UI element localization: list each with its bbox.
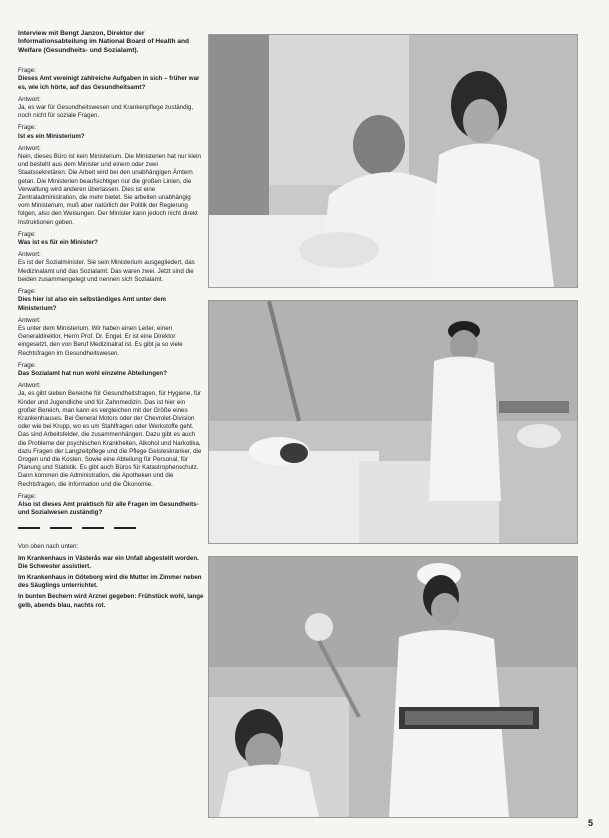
- qa-block-1: [18, 67, 204, 120]
- photo-nurse-medication-tray: [208, 556, 578, 818]
- answer-text: Es unter dem Ministerium. Wir haben einen Leiter, einen Generaldirektor, Herrn Prof. Dr. Engel. Er ist eine Direktor eingesetzt, den von Beruf Medizinalrat ist. Es gibt ja so viele Rechtsfragen im Gesundheitswesen.: [18, 324, 183, 357]
- photo-doctor-nurse-infant: [208, 34, 578, 288]
- answer-text: Ja, es gibt sieben Bereiche für Gesundheitsfragen, für Hygiene, für Kinder und Jugendliche und für Zahnmedizin. Das ist hier ein großer Bereich, man kann es vergleichen mit der Größe eines Krankenhauses. Bei General Motors oder der Chevrolet-Division oder wie bei Krupp, wo es um Stahlfragen oder Werkstoffe geht. Das sind Arbeitsfelder, die zusammenhängen. Dazu gibt es auch die Probleme der psychischen Krankheiten, Alkohol und Narkotika, dazu Fragen der Langzeitpflege und die Pflege Geisteskranker, die Drogen und die Kosten. Sowie eine Abteilung für Personal, für Planung und Statistik. Es gibt auch Büros für Katastrophenschutz. Dann kommen die Administration, die Apotheken und die Rechtsfragen, die Information und die Ökonomie.: [18, 390, 202, 488]
- question-label: Frage:: [18, 492, 36, 500]
- question-label: Frage:: [18, 230, 36, 238]
- interview-intro: Interview mit Bengt Janzon, Direktor der Informationsabteilung im National Board of Health and Welfare (Gesundheits- und Sozialamt).: [18, 30, 190, 54]
- answer-label: Antwort:: [18, 316, 41, 324]
- qa-block-3: [18, 231, 204, 284]
- question-label: Frage:: [18, 288, 36, 296]
- question-text: Was ist es für ein Minister?: [18, 239, 98, 247]
- question-label: Frage:: [18, 67, 36, 75]
- caption-photo-2: Im Krankenhaus in Göteborg wird die Mutter im Zimmer neben des Säuglings unterrichtet.: [18, 573, 202, 590]
- qa-block-6: [18, 493, 204, 518]
- photo-ward-mother-baby: [208, 300, 578, 544]
- text-column: [18, 30, 204, 613]
- caption-heading: Von oben nach unten:: [18, 543, 79, 551]
- question-text: Dieses Amt vereinigt zahlreiche Aufgaben in sich – früher war es, wie ich hörte, auf das Gesundheitsamt?: [18, 75, 200, 91]
- qa-block-5: [18, 362, 204, 489]
- answer-label: Antwort:: [18, 382, 41, 390]
- qa-block-2: [18, 124, 204, 226]
- answer-label: Antwort:: [18, 95, 41, 103]
- page-number: 5: [587, 818, 593, 828]
- qa-block-4: [18, 288, 204, 358]
- answer-text: Ja, es war für Gesundheitswesen und Krankenpflege zuständig, noch nicht für soziale Fragen.: [18, 104, 194, 120]
- question-text: Das Sozialamt hat nun wohl einzelne Abteilungen?: [18, 369, 167, 377]
- question-text: Also ist dieses Amt praktisch für alle Fragen im Gesundheits- und Sozialwesen zuständig?: [18, 500, 199, 517]
- question-label: Frage:: [18, 361, 36, 369]
- question-label: Frage:: [18, 124, 36, 132]
- answer-text: Es ist der Sozialminister. Sie sein Ministerium ausgegliedert, das Medizinalamt und das Sozialamt. Das waren zwei. Jetzt sind die beiden zusammengelegt und nennen sich Sozialamt.: [18, 259, 195, 283]
- caption-photo-3: In bunten Bechern wird Arznei gegeben: Frühstück wohl, lange gelb, abends blau, nachts rot.: [18, 593, 204, 609]
- question-text: Ist es ein Ministerium?: [18, 132, 85, 140]
- question-text: Dies hier ist also ein selbständiges Amt unter dem Ministerium?: [18, 296, 166, 312]
- answer-label: Antwort:: [18, 144, 41, 152]
- answer-text: Nein, dieses Büro ist kein Ministerium. Die Ministerien hat nur klein und besteht aus dem Minister und einem oder zwei Staatssekretären. Die Arbeit wird bei den unabhängigen Ämtern getan. Die Ministerien beaufsichtigen nur die großen Linien, die Verwaltung wird anderen überlassen. Dies ist eine Zentraladministration, die mehr bietet. Sie arbeiten unabhängig vom Ministerium, muß aber natürlich der Politik der Regierung folgen, also den Weisungen. Der Minister kann jedoch nicht direkt Instruktionen geben.: [18, 153, 201, 226]
- caption-photo-1: Im Krankenhaus in Västerås war ein Unfall abgestellt worden. Die Schwester assistiert.: [18, 554, 199, 570]
- answer-label: Antwort:: [18, 251, 41, 259]
- section-separator: [18, 527, 204, 529]
